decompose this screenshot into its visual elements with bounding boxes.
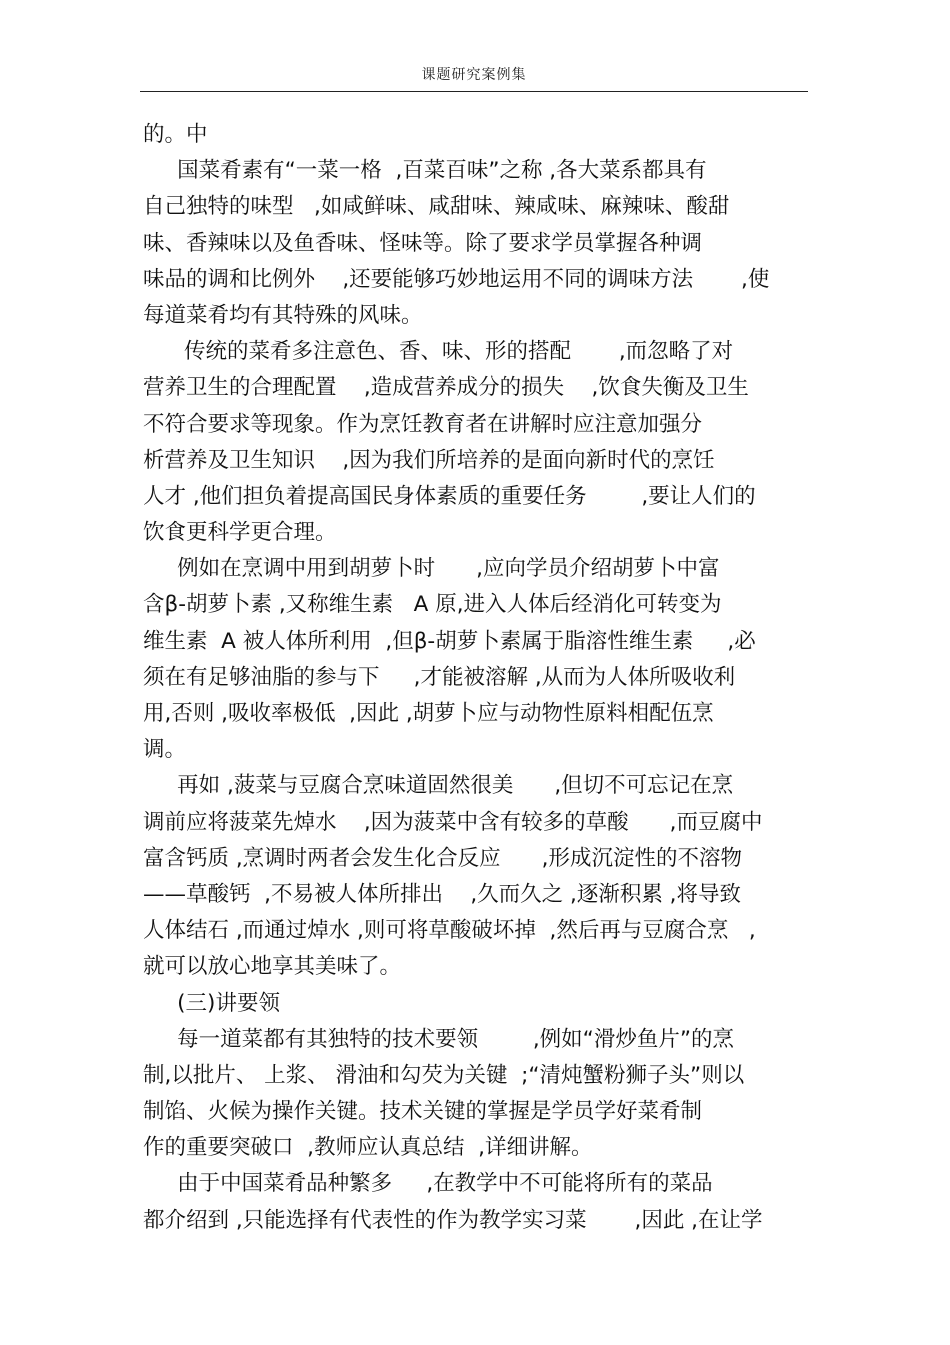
text-line: 作的重要突破口 ,教师应认真总结 ,详细讲解。 bbox=[143, 1135, 593, 1161]
text-line: 的。中 bbox=[143, 122, 208, 147]
header-rule bbox=[140, 91, 808, 92]
text-line: 就可以放心地享其美味了。 bbox=[143, 954, 402, 980]
body-text bbox=[143, 117, 823, 1239]
text-line: 人体结石 ,而通过焯水 ,则可将草酸破坏掉 ,然后再与豆腐合烹 , bbox=[143, 918, 756, 944]
text-line: 味品的调和比例外 ,还要能够巧妙地运用不同的调味方法 ,使 bbox=[143, 266, 770, 292]
text-line: 再如 ,菠菜与豆腐合烹味道固然很美 ,但切不可忘记在烹 bbox=[143, 773, 734, 799]
text-line: (三)讲要领 bbox=[143, 990, 280, 1016]
text-line: 维生素 A 被人体所利用 ,但β-胡萝卜素属于脂溶性维生素 ,必 bbox=[143, 628, 756, 654]
text-line: 人才 ,他们担负着提高国民身体素质的重要任务 ,要让人们的 bbox=[143, 483, 756, 509]
text-line: 调。 bbox=[143, 737, 187, 763]
text-line: 饮食更科学更合理。 bbox=[143, 520, 337, 546]
page-header: 课题研究案例集 bbox=[421, 67, 527, 83]
text-line: 调前应将菠菜先焯水 ,因为菠菜中含有较多的草酸 ,而豆腐中 bbox=[143, 809, 763, 835]
text-line: 富含钙质 ,烹调时两者会发生化合反应 ,形成沉淀性的不溶物 bbox=[143, 845, 743, 871]
text-line: 制馅、火候为操作关键。技术关键的掌握是学员学好菜肴制 bbox=[143, 1099, 703, 1125]
text-line: 须在有足够油脂的参与下 ,才能被溶解 ,从而为人体所吸收利 bbox=[143, 664, 736, 690]
text-line: 用,否则 ,吸收率极低 ,因此 ,胡萝卜应与动物性原料相配伍烹 bbox=[143, 701, 714, 726]
text-line: 传统的菜肴多注意色、香、味、形的搭配 ,而忽略了对 bbox=[143, 339, 734, 365]
text-line: 含β-胡萝卜素 ,又称维生素 A 原,进入人体后经消化可转变为 bbox=[143, 592, 722, 618]
text-line: 每道菜肴均有其特殊的风味。 bbox=[143, 302, 423, 328]
text-line: 味、香辣味以及鱼香味、怪味等。除了要求学员掌握各种调 bbox=[143, 230, 703, 256]
text-line: 由于中国菜肴品种繁多 ,在教学中不可能将所有的菜品 bbox=[143, 1171, 713, 1197]
text-line: 都介绍到 ,只能选择有代表性的作为教学实习菜 ,因此 ,在让学 bbox=[143, 1207, 763, 1233]
text-line: ——草酸钙 ,不易被人体所排出 ,久而久之 ,逐渐积累 ,将导致 bbox=[143, 881, 742, 907]
text-line: 制,以批片、 上浆、 滑油和勾芡为关键 ;“清炖蟹粉狮子头”则以 bbox=[143, 1062, 745, 1088]
text-line: 析营养及卫生知识 ,因为我们所培养的是面向新时代的烹饪 bbox=[143, 447, 715, 473]
text-line: 不符合要求等现象。作为烹饪教育者在讲解时应注意加强分 bbox=[143, 411, 703, 437]
text-line: 自己独特的味型 ,如咸鲜味、咸甜味、辣咸味、麻辣味、酸甜 bbox=[143, 194, 730, 220]
text-line: 例如在烹调中用到胡萝卜时 ,应向学员介绍胡萝卜中富 bbox=[143, 556, 720, 582]
text-line: 国菜肴素有“一菜一格 ,百菜百味”之称 ,各大菜系都具有 bbox=[143, 158, 707, 184]
text-line: 每一道菜都有其独特的技术要领 ,例如“滑炒鱼片”的烹 bbox=[143, 1026, 734, 1052]
text-line: 营养卫生的合理配置 ,造成营养成分的损失 ,饮食失衡及卫生 bbox=[143, 375, 749, 401]
